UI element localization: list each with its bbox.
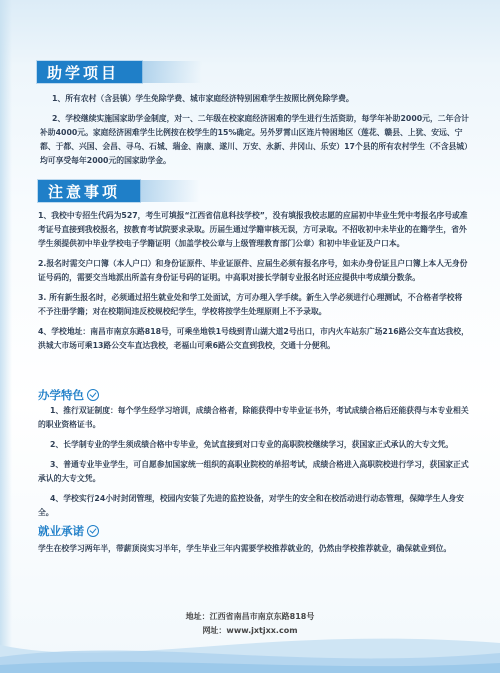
employment-text-block [38,542,470,562]
section-banner-notes [38,180,140,202]
notes-paragraph-4: 4、学校地址：南昌市南京东路818号，可乘坐地铁1号线到青山湖大道2号出口，市内火车站东广场216路公交车直达我校，洪城大市场可乘13路公交车直达我校，老福山可乘6路公交直到我校，交通十分便利。 [38,327,469,350]
employment-title: 就业承诺 [38,524,84,538]
notes-paragraph-2: 2.报名时需交户口簿（本人户口）和身份证原件、毕业证原件、应届生必须有报名序号，如未办身份证且户口簿上本人无身份证号码的，需要交当地派出所盖有身份证号码的证明。中高职对接长学制专业报名时还应提供中考成绩分数条。 [38,259,468,282]
features-paragraph-2: 2、长学制专业的学生须成绩合格中专毕业，免试直接到对口专业的高职院校继续学习，获国家正式承认的大专文凭。 [50,440,454,449]
footer-address: 地址：江西省南昌市南京东路818号 [185,612,315,621]
bottom-wave-decor [0,625,500,673]
notes-paragraph-3: 3. 所有新生报名时，必须通过招生就业处和学工处面试，方可办理入学手续。新生入学必须进行心理测试，不合格者学校将不予注册学籍；对在校期间违反校规校纪学生，学校将按学生处理原则上不予录取。 [38,293,463,316]
notes-text-block [38,209,470,359]
section-banner-aid [37,61,142,83]
features-heading [38,387,99,403]
features-text-block [38,404,470,526]
features-paragraph-4: 4、学校实行24小时封闭管理，校园内安装了先进的监控设备，对学生的安全和在校活动进行动态管理，保障学生人身安全。 [38,494,464,517]
check-circle-icon [87,525,99,537]
footer-website[interactable]: 网址：www.jxtjxx.com [202,626,298,635]
features-paragraph-3: 3、普通专业毕业学生，可自愿参加国家统一组织的高职业院校的单招考试，成绩合格进入高职院校进行学习，获国家正式承认的大专文凭。 [38,460,469,483]
aid-text-block [40,92,470,174]
notes-paragraph-1: 1、我校中专招生代码为527，考生可填报“江西省信息科技学校”，没有填报我校志愿的应届初中毕业生凭中考报名序号或准考证号直接到我校报名，按教育考试院要求录取。历届生通过学籍审核无误，方可录取。不招收初中未毕业的在籍学生，省外学生须提供初中毕业学校电子学籍证明（加盖学校公章与上级管理教育部门公章）和初中毕业证及户口本。 [38,211,468,248]
left-decor-stripe [0,0,12,673]
aid-paragraph-1: 1、所有农村（含县镇）学生免除学费、城市家庭经济特别困难学生按照比例免除学费。 [52,94,354,103]
employment-heading [38,523,99,539]
features-paragraph-1: 1、推行双证制度：每个学生经学习培训，成绩合格者，除能获得中专毕业证书外，考试成绩合格后还能获得与本专业相关的职业资格证书。 [38,406,469,429]
banner-tail-aid [132,61,202,83]
features-title: 办学特色 [38,388,84,402]
check-circle-icon [87,389,99,401]
section-title-notes: 注意事项 [48,182,121,201]
aid-paragraph-2: 2、学校继续实施国家助学金制度，对一、二年级在校家庭经济困难的学生进行生活资助，每学年补助2000元，二年合计补助4000元。家庭经济困难学生比例按在校学生的15%确定。另外罗霄山区连片特困地区（莲花、赣县、上犹、安远、宁都、于都、兴国、会昌、寻乌、石城、瑞金、南康、遂川、万安、永新、井冈山、乐安）17个县的所有农村学生（不含县城）均可享受每年2000元的国家助学金。 [40,114,469,165]
employment-paragraph-1: 学生在校学习两年半，带薪顶岗实习半年，学生毕业三年内需要学校推荐就业的，仍然由学校推荐就业，确保就业到位。 [38,544,452,553]
banner-tail-notes [130,180,200,202]
section-title-aid: 助学项目 [47,63,120,82]
